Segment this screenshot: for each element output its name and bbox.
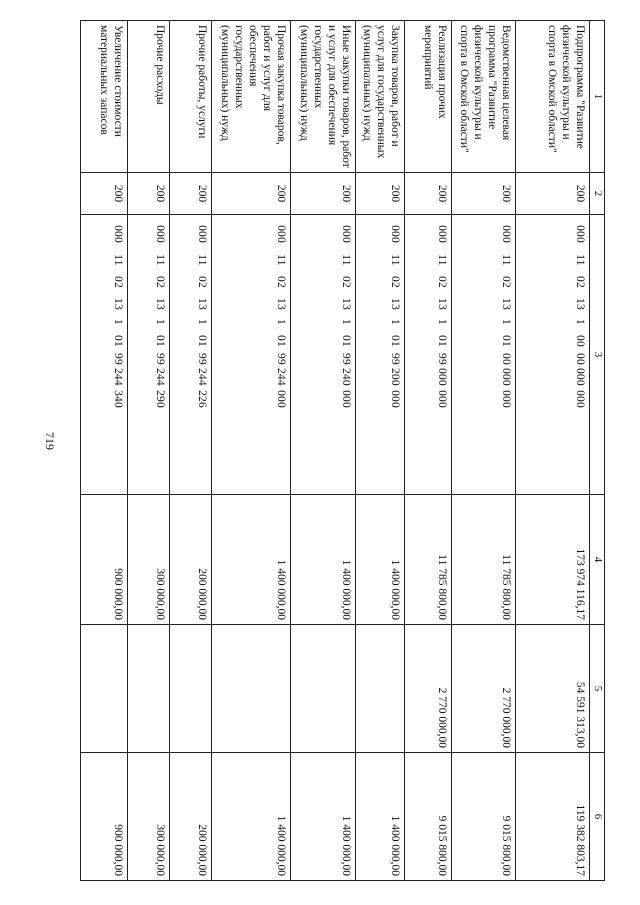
header-row bbox=[590, 21, 605, 881]
table-row bbox=[405, 21, 451, 881]
code-segment: 99 244 bbox=[196, 353, 209, 386]
row-amount-col4: 200 000,00 bbox=[169, 495, 211, 625]
row-amount-col4: 900 000,00 bbox=[81, 495, 128, 625]
code-segment: 01 bbox=[153, 335, 166, 347]
code-segment: 1 bbox=[196, 319, 209, 325]
code-segment: 11 bbox=[196, 254, 209, 266]
row-amount-col4: 300 000,00 bbox=[127, 495, 169, 625]
code-segment: 1 bbox=[500, 319, 513, 325]
table-row bbox=[81, 21, 128, 881]
row-amount-col4: 173 974 116,17 bbox=[516, 495, 590, 625]
code-segment: 000 bbox=[153, 225, 166, 243]
row-classification-code-cell bbox=[451, 215, 515, 495]
row-amount-col4: 1 400 000,00 bbox=[291, 495, 355, 625]
code-segment: 290 bbox=[153, 390, 166, 408]
code-segment: 340 bbox=[111, 390, 124, 408]
code-segment: 13 bbox=[275, 298, 288, 310]
code-segment: 01 bbox=[389, 335, 402, 347]
code-segment: 000 bbox=[389, 225, 402, 243]
code-segment: 99 244 bbox=[111, 353, 124, 386]
code-segment: 1 bbox=[339, 319, 352, 325]
row-classification-code-cell bbox=[355, 215, 405, 495]
row-code-cell: 200 bbox=[516, 173, 590, 215]
code-segment: 02 bbox=[196, 276, 209, 288]
row-name-cell: Подпрограмма "Развитие физической культуры и спорта в Омской области" bbox=[516, 21, 590, 173]
code-segment: 000 bbox=[435, 390, 448, 408]
code-segment: 000 bbox=[275, 225, 288, 243]
row-amount-col6: 300 000,00 bbox=[127, 753, 169, 881]
code-segment: 1 bbox=[574, 319, 587, 325]
code-segment: 11 bbox=[389, 254, 402, 266]
table-row bbox=[516, 21, 590, 881]
code-segment: 02 bbox=[500, 276, 513, 288]
table-row bbox=[451, 21, 515, 881]
code-segment: 000 bbox=[435, 225, 448, 243]
row-amount-col4: 11 785 800,00 bbox=[451, 495, 515, 625]
code-segment: 000 bbox=[275, 390, 288, 408]
code-segment: 02 bbox=[339, 276, 352, 288]
code-segment: 11 bbox=[111, 254, 124, 266]
table-row bbox=[169, 21, 211, 881]
table-row bbox=[212, 21, 291, 881]
row-amount-col5 bbox=[291, 625, 355, 753]
code-segment: 000 bbox=[574, 225, 587, 243]
table-row bbox=[291, 21, 355, 881]
code-segment: 00 000 bbox=[574, 353, 587, 386]
row-classification-code-cell bbox=[169, 215, 211, 495]
row-amount-col6: 1 400 000,00 bbox=[212, 753, 291, 881]
code-segment: 01 bbox=[111, 335, 124, 347]
header-cell: 1 bbox=[590, 21, 605, 173]
row-name-cell: Реализация прочих мероприятий bbox=[405, 21, 451, 173]
code-segment: 00 bbox=[574, 335, 587, 347]
code-segment: 13 bbox=[339, 298, 352, 310]
code-segment: 1 bbox=[275, 319, 288, 325]
row-name-cell: Прочая закупка товаров, работ и услуг для обеспечения государственных (муниципальных) нужд bbox=[212, 21, 291, 173]
code-segment: 1 bbox=[389, 319, 402, 325]
row-classification-code-cell bbox=[291, 215, 355, 495]
row-amount-col6: 9 015 800,00 bbox=[405, 753, 451, 881]
rotated-table-wrapper bbox=[80, 20, 605, 880]
row-classification-code-cell bbox=[81, 215, 128, 495]
code-segment: 000 bbox=[339, 390, 352, 408]
code-segment: 000 bbox=[339, 225, 352, 243]
code-segment: 11 bbox=[339, 254, 352, 266]
code-segment: 01 bbox=[339, 335, 352, 347]
header-cell: 4 bbox=[590, 495, 605, 625]
row-amount-col6: 200 000,00 bbox=[169, 753, 211, 881]
code-segment: 01 bbox=[196, 335, 209, 347]
row-amount-col5: 54 591 313,00 bbox=[516, 625, 590, 753]
code-segment: 000 bbox=[500, 225, 513, 243]
code-segment: 13 bbox=[111, 298, 124, 310]
code-segment: 226 bbox=[196, 390, 209, 408]
code-segment: 11 bbox=[500, 254, 513, 266]
code-segment: 11 bbox=[153, 254, 166, 266]
row-name-cell: Прочие расходы bbox=[127, 21, 169, 173]
row-amount-col6: 9 015 800,00 bbox=[451, 753, 515, 881]
row-amount-col5 bbox=[81, 625, 128, 753]
page-number: 719 bbox=[43, 432, 57, 450]
code-segment: 000 bbox=[111, 225, 124, 243]
code-segment: 000 bbox=[389, 390, 402, 408]
code-segment: 000 bbox=[500, 390, 513, 408]
row-amount-col6: 1 400 000,00 bbox=[291, 753, 355, 881]
code-segment: 13 bbox=[153, 298, 166, 310]
row-name-cell: Иные закупки товаров, работ и услуг для обеспечения государственных (муниципальных) нужд bbox=[291, 21, 355, 173]
code-segment: 13 bbox=[196, 298, 209, 310]
row-code-cell: 200 bbox=[405, 173, 451, 215]
row-amount-col6: 119 382 803,17 bbox=[516, 753, 590, 881]
code-segment: 1 bbox=[111, 319, 124, 325]
row-amount-col4: 11 785 800,00 bbox=[405, 495, 451, 625]
row-amount-col4: 1 400 000,00 bbox=[212, 495, 291, 625]
code-segment: 02 bbox=[435, 276, 448, 288]
row-code-cell: 200 bbox=[355, 173, 405, 215]
code-segment: 02 bbox=[111, 276, 124, 288]
row-amount-col6: 900 000,00 bbox=[81, 753, 128, 881]
header-cell: 5 bbox=[590, 625, 605, 753]
budget-table bbox=[80, 20, 605, 881]
row-amount-col5 bbox=[127, 625, 169, 753]
row-amount-col5: 2 770 000,00 bbox=[405, 625, 451, 753]
code-segment: 02 bbox=[389, 276, 402, 288]
row-name-cell: Увеличение стоимости материальных запасов bbox=[81, 21, 128, 173]
row-amount-col5 bbox=[212, 625, 291, 753]
table-row bbox=[355, 21, 405, 881]
row-amount-col4: 1 400 000,00 bbox=[355, 495, 405, 625]
row-name-cell: Ведомственная целевая программа "Развитие физической культуры и спорта в Омской области" bbox=[451, 21, 515, 173]
code-segment: 02 bbox=[275, 276, 288, 288]
row-code-cell: 200 bbox=[81, 173, 128, 215]
row-amount-col5 bbox=[355, 625, 405, 753]
row-amount-col6: 1 400 000,00 bbox=[355, 753, 405, 881]
row-name-cell: Закупка товаров, работ и услуг для государственных (муниципальных) нужд bbox=[355, 21, 405, 173]
table-row bbox=[127, 21, 169, 881]
code-segment: 02 bbox=[153, 276, 166, 288]
row-code-cell: 200 bbox=[127, 173, 169, 215]
row-name-cell: Прочие работы, услуги bbox=[169, 21, 211, 173]
row-amount-col5: 2 770 000,00 bbox=[451, 625, 515, 753]
header-cell: 2 bbox=[590, 173, 605, 215]
code-segment: 01 bbox=[275, 335, 288, 347]
code-segment: 02 bbox=[574, 276, 587, 288]
code-segment: 000 bbox=[574, 390, 587, 408]
row-code-cell: 200 bbox=[169, 173, 211, 215]
header-cell: 6 bbox=[590, 753, 605, 881]
row-code-cell: 200 bbox=[291, 173, 355, 215]
code-segment: 13 bbox=[389, 298, 402, 310]
code-segment: 01 bbox=[435, 335, 448, 347]
row-classification-code-cell bbox=[516, 215, 590, 495]
code-segment: 99 244 bbox=[275, 353, 288, 386]
code-segment: 01 bbox=[500, 335, 513, 347]
row-amount-col5 bbox=[169, 625, 211, 753]
code-segment: 99 240 bbox=[339, 353, 352, 386]
code-segment: 99 200 bbox=[389, 353, 402, 386]
code-segment: 11 bbox=[574, 254, 587, 266]
code-segment: 1 bbox=[435, 319, 448, 325]
code-segment: 11 bbox=[275, 254, 288, 266]
row-classification-code-cell bbox=[127, 215, 169, 495]
row-code-cell: 200 bbox=[212, 173, 291, 215]
code-segment: 13 bbox=[435, 298, 448, 310]
code-segment: 1 bbox=[153, 319, 166, 325]
code-segment: 99 000 bbox=[435, 353, 448, 386]
row-classification-code-cell bbox=[405, 215, 451, 495]
code-segment: 00 000 bbox=[500, 353, 513, 386]
code-segment: 000 bbox=[196, 225, 209, 243]
header-cell: 3 bbox=[590, 215, 605, 495]
code-segment: 99 244 bbox=[153, 353, 166, 386]
code-segment: 13 bbox=[500, 298, 513, 310]
code-segment: 11 bbox=[435, 254, 448, 266]
row-classification-code-cell bbox=[212, 215, 291, 495]
row-code-cell: 200 bbox=[451, 173, 515, 215]
code-segment: 13 bbox=[574, 298, 587, 310]
